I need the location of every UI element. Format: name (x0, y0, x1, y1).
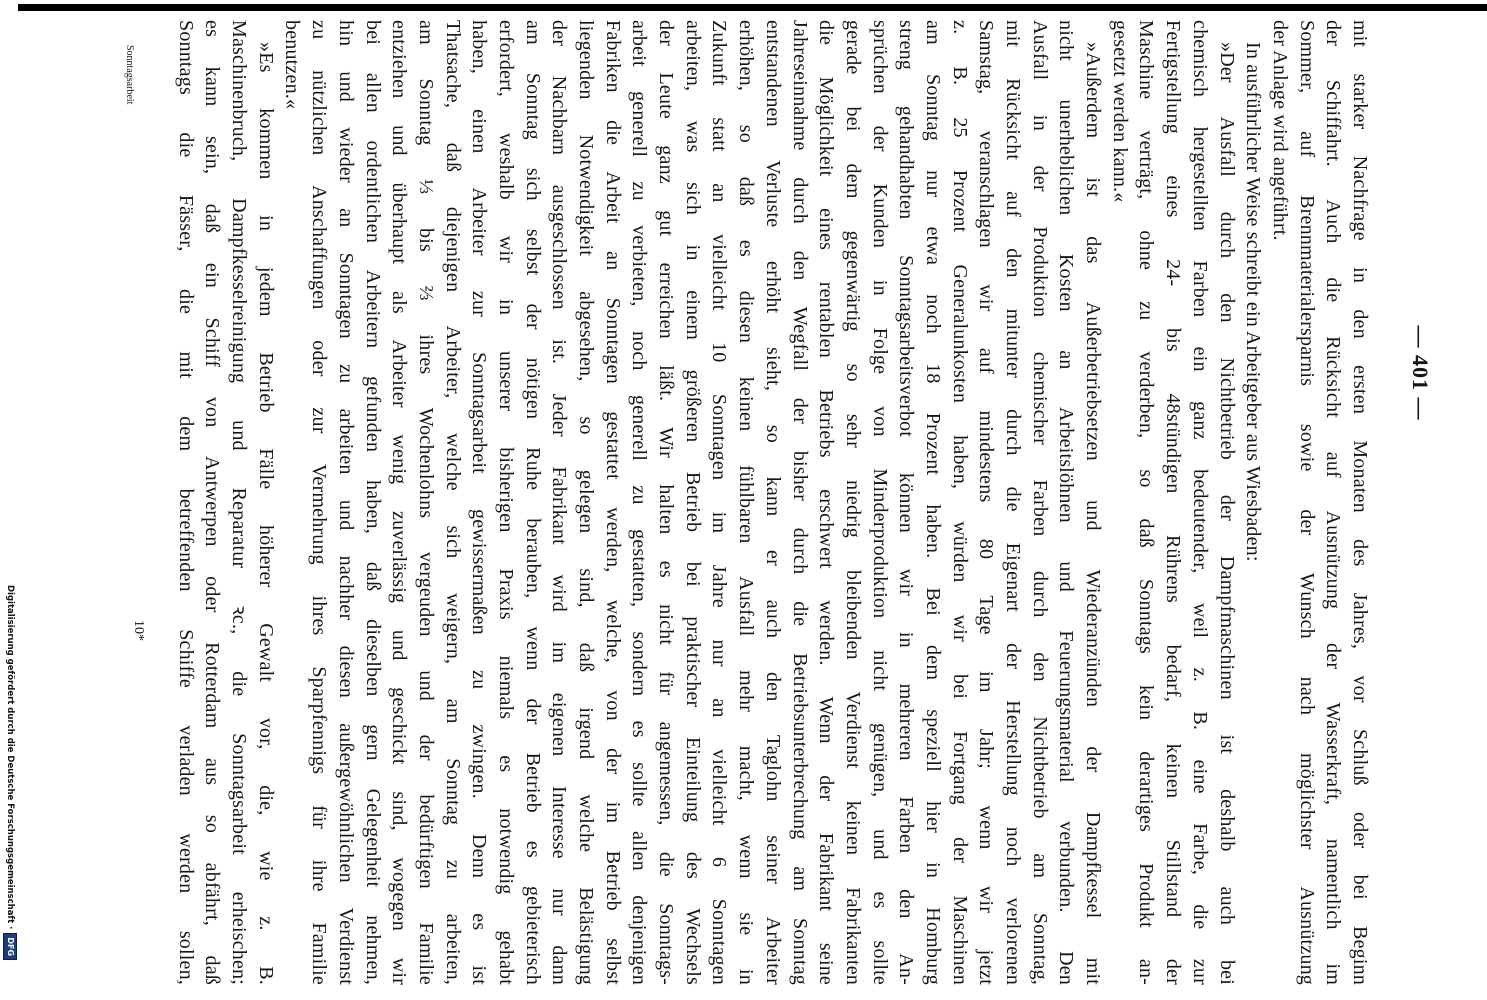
text-line: streng gehandhabten Sonntagsarbeitsverbot können wir in mehreren Farben den An- (895, 20, 918, 985)
text-line: benutzen.« (281, 20, 304, 110)
text-line: der Anlage wird angeführt. (1268, 20, 1291, 241)
text-line: der Leute ganz gut erreichen läßt. Wir halten es nicht für angemessen, die Sonntags- (655, 20, 678, 985)
text-line: am Sonntag ⅓ bis ⅔ ihres Wochenlohns vergeuden und der bedürftigen Familie (414, 20, 437, 985)
paragraph (1266, 20, 1373, 985)
text-line: am Sonntag sich selbst der nötigen Ruhe berauben, wenn der Betrieb es gebieterisch (521, 20, 544, 985)
text-line: Fertigstellung eines 24- bis 48stündigen Rührens bedarf, keinen Stillstand der (1162, 20, 1185, 985)
text-line: mit starker Nachfrage in den ersten Monaten des Jahres, vor Schluß oder bei Beginn (1349, 20, 1371, 985)
digitization-credit (2, 585, 18, 960)
text-line: gesetzt werden kann.« (1108, 20, 1131, 203)
text-line: am Sonntag nur etwa noch 18 Prozent haben. Bei dem speziell hier in Homburg (922, 20, 944, 985)
text-line: der Nachbarn ausgeschlossen ist. Jeder Fabrikant wird im eigenen Interesse nur dann (548, 20, 571, 985)
credit-text: Digitalisierung gefördert durch die Deutsche Forschungsgemeinschaft · (5, 585, 15, 930)
paragraph (1240, 20, 1267, 985)
text-line: Maschinenbruch, Dampfkesselreinigung und Reparatur ꝛc., die Sonntagsarbeit erheischen; (228, 20, 251, 985)
text-line: Sonntags die Fässer, die mit dem betreffenden Schiffe verladen werden sollen, (174, 20, 197, 985)
text-line: Samstag, veranschlagen wir auf mindestens 80 Tage im Jahr; wenn wir jetzt (975, 20, 998, 985)
text-line: bei allen ordentlichen Arbeitern gefunden haben, daß dieselben gern Gelegenheit nehmen, (361, 20, 384, 985)
text-line: »Der Ausfall durch den Nichtbetrieb der Dampfmaschinen ist deshalb auch bei (1215, 42, 1238, 985)
text-line: zu nützlichen Anschaffungen oder zur Vermehrung ihres Sparpfennigs für ihre Familie (308, 20, 331, 985)
text-line: entziehen und überhaupt als Arbeiter wenig zuverlässig und geschickt sind, wogegen wir (388, 20, 411, 985)
text-line: Ausfall in der Produktion chemischer Farben durch den Nichtbetrieb am Sonntag, (1028, 20, 1051, 985)
text-line: gerade bei dem gegenwärtig so sehr niedrig bleibenden Verdienst keinen Fabrikanten (841, 20, 864, 985)
text-line: hin und wieder an Sonntagen zu arbeiten und nachher diesen außergewöhnlichen Verdienst (334, 20, 357, 985)
text-line: mit Rücksicht auf den mitunter durch die Eigenart der Herstellung noch verlorenen (1002, 20, 1025, 985)
text-line: Zukunft statt an vielleicht 10 Sonntagen im Jahre nur an vielleicht 6 Sonntagen (708, 20, 731, 985)
text-line: In ausführlicher Weise schreibt ein Arbeitgeber aus Wiesbaden: (1242, 42, 1265, 562)
text-line: sprüchen der Kunden in Folge von Minderproduktion nicht genügen, und es sollte (868, 20, 891, 985)
catchword: Sonntagsarbeit (124, 45, 135, 105)
text-line: der Schiffahrt. Auch die Rücksicht auf Ausnützung der Wasserkraft, namentlich im (1322, 20, 1345, 985)
text-line: haben, einen Arbeiter zur Sonntagsarbeit gewissermaßen zu zwingen. Denn es ist (468, 20, 491, 985)
text-line: Jahreseinnahme durch den Wegfall der bisher durch die Betriebsunterbrechung am Sonntag (788, 20, 811, 985)
text-line: z. B. 25 Prozent Generalunkosten haben, würden wir bei Fortgang der Maschinen (948, 20, 971, 985)
text-line: Fabriken die Arbeit an Sonntagen gestattet werden, welche, von der im Betrieb selbst (601, 20, 624, 985)
text-line: Thatsache, daß diejenigen Arbeiter, welche sich weigern, am Sonntag zu arbeiten, (441, 20, 464, 985)
text-line: es kann sein, daß ein Schiff von Antwerpen oder Rotterdam aus so abfährt, daß (201, 20, 224, 985)
text-line: »Es kommen in jedem Betrieb Fälle höherer Gewalt vor, die, wie z. B. (254, 42, 277, 985)
text-line: erfordert, weshalb wir in unserer bisherigen Praxis niemals es notwendig gehabt (495, 20, 517, 985)
paragraph (172, 20, 279, 985)
page-number: — 401 — (1408, 325, 1433, 421)
text-line: liegenden Notwendigkeit abgesehen, so gelegen sind, daß irgend welche Belästigung (575, 20, 598, 985)
paragraph (279, 20, 1106, 985)
text-line: erhöhen, so daß es diesen keinen fühlbaren Ausfall mehr macht, wenn sie in (735, 20, 758, 985)
text-line: entstandenen Verluste erhöht sieht, so kann er auch den Taglohn seiner Arbeiter (761, 20, 784, 985)
dfg-logo: DFG (3, 933, 17, 960)
text-line: chemisch hergestellten Farben ein ganz bedeutender, weil z. B. eine Farbe, die zur (1188, 20, 1211, 985)
text-line: arbeit generell zu verbieten, noch generell zu gestatten, sondern es sollte allen denjenigen (628, 20, 651, 985)
text-line: Maschine verträgt, ohne zu verderben, so daß Sonntags kein derartiges Produkt an- (1135, 20, 1158, 985)
text-line: die Möglichkeit eines rentablen Betriebs erschwert werden. Wenn der Fabrikant seine (815, 20, 838, 985)
body-text (172, 20, 1373, 985)
text-line: »Außerdem ist das Außerbetriebsetzen und Wiederanzünden der Dampfkessel mit (1082, 42, 1105, 985)
signature-mark: 10* (131, 620, 146, 641)
text-line: nicht unerheblichen Kosten an Arbeitslöhnen und Feuerungsmaterial verbunden. Den (1055, 20, 1078, 985)
text-line: arbeiten, was sich in einem größeren Betrieb bei praktischer Einteilung des Wechsels (681, 20, 704, 985)
text-line: Sommer, auf Brennmaterialersparnis sowie der Wunsch nach möglichster Ausnützung (1295, 20, 1318, 985)
paragraph (1106, 20, 1239, 985)
